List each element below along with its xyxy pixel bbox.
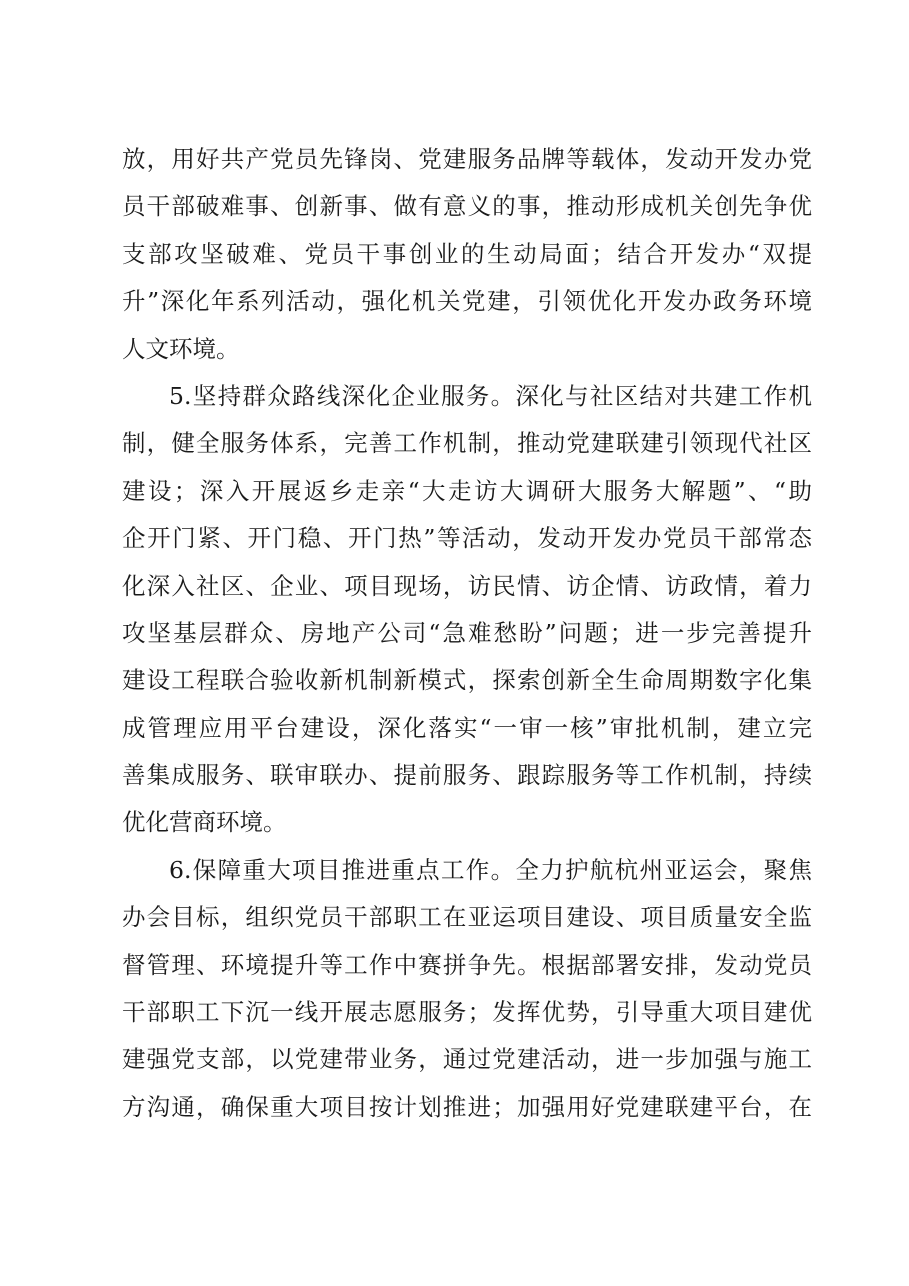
text-line: 6.保障重大项目推进重点工作。全力护航杭州亚运会，聚焦	[169, 855, 812, 884]
text-line: 成管理应用平台建设，深化落实“一审一核”审批机制，建立完	[122, 713, 812, 742]
text-line: 优化营商环境。	[122, 808, 287, 837]
text-line: 善集成服务、联审联办、提前服务、跟踪服务等工作机制，持续	[122, 761, 812, 790]
text-line: 升”深化年系列活动，强化机关党建，引领优化开发办政务环境	[122, 287, 812, 316]
paragraph-6	[122, 847, 812, 1131]
text-line: 制，健全服务体系，完善工作机制，推动党建联建引领现代社区	[122, 429, 812, 458]
paragraph-5	[122, 373, 812, 847]
text-line: 员干部破难事、创新事、做有意义的事，推动形成机关创先争优	[122, 192, 812, 221]
text-line: 支部攻坚破难、党员干事创业的生动局面；结合开发办“双提	[122, 239, 812, 268]
paragraph-continuation	[122, 136, 812, 373]
text-line: 化深入社区、企业、项目现场，访民情、访企情、访政情，着力	[122, 571, 812, 600]
text-line: 建设工程联合验收新机制新模式，探索创新全生命周期数字化集	[122, 666, 812, 695]
text-line: 企开门紧、开门稳、开门热”等活动，发动开发办党员干部常态	[122, 524, 812, 553]
text-line: 督管理、环境提升等工作中赛拼争先。根据部署安排，发动党员	[122, 950, 812, 979]
text-line: 攻坚基层群众、房地产公司“急难愁盼”问题；进一步完善提升	[122, 618, 812, 647]
text-line: 建设；深入开展返乡走亲“大走访大调研大服务大解题”、“助	[122, 476, 812, 505]
text-line: 放，用好共产党员先锋岗、党建服务品牌等载体，发动开发办党	[122, 145, 812, 173]
text-line: 办会目标，组织党员干部职工在亚运项目建设、项目质量安全监	[122, 903, 812, 932]
text-line: 建强党支部，以党建带业务，通过党建活动，进一步加强与施工	[122, 1045, 812, 1074]
text-line: 人文环境。	[122, 334, 240, 363]
text-line: 干部职工下沉一线开展志愿服务；发挥优势，引导重大项目建优	[122, 998, 812, 1027]
document-body	[122, 136, 812, 1131]
text-line: 方沟通，确保重大项目按计划推进；加强用好党建联建平台，在	[122, 1092, 812, 1121]
text-line: 5.坚持群众路线深化企业服务。深化与社区结对共建工作机	[169, 381, 812, 410]
